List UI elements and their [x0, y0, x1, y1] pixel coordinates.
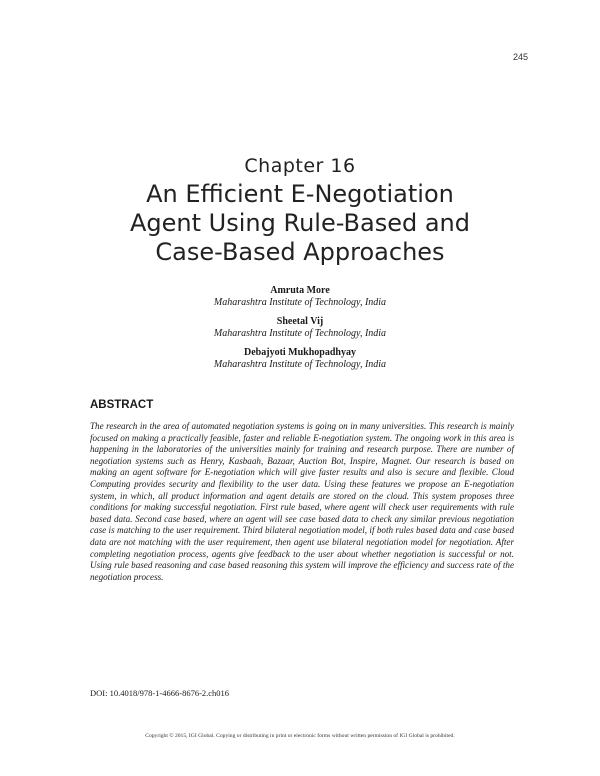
author-affiliation: Maharashtra Institute of Technology, India — [213, 297, 387, 308]
chapter-title-line: Case-Based Approaches — [155, 238, 445, 266]
author-entry — [0, 285, 600, 309]
chapter-title-line: Agent Using Rule-Based and — [130, 209, 470, 237]
author-affiliation: Maharashtra Institute of Technology, India — [213, 328, 387, 339]
author-name: Sheetal Vij — [276, 316, 324, 327]
author-affiliation: Maharashtra Institute of Technology, India — [213, 359, 387, 370]
abstract-body: The research in the area of automated negotiation systems is going on in many universities. This research is mainly focused on making a practically feasible, faster and reliable E-negotiation system. The ongoing work in this area is happening in the laboratories of the universities mainly for training and research purpose. There are number of negotiation systems such as Henry, Kasbaah, Bazaar, Auction Bot, Inspire, Magnet. Our research is based on making an agent software for E-negotiation which will give faster results and also is secure and flexible. Cloud Computing provides security and flexibility to the user data. Using these features we propose an E-negotiation system, in which, all product information and agent details are stored on the cloud. This system proposes three conditions for making successful negotiation. First rule based, where agent will check user requirements with rule based data. Second case based, where an agent will see case based data to check any similar previous negotiation case is matching to the user requirement. Third bilateral negotiation model, if both rules based data and case based data are not matching with the user requirement, then agent use bilateral negotiation model for negotiation. After completing negotiation process, agents give feedback to the user about whether negotiation is successful or not. Using rule based reasoning and case based reasoning this system will improve the efficiency and success rate of the negotiation process. — [90, 421, 514, 582]
author-name: Amruta More — [270, 285, 330, 296]
copyright-notice: Copyright © 2015, IGI Global. Copying or distributing in print or electronic forms without written permission of IGI Global is prohibited. — [145, 733, 455, 739]
doi: DOI: 10.4018/978-1-4666-8676-2.ch016 — [90, 688, 230, 698]
author-list — [0, 285, 600, 378]
chapter-title-line: An Efficient E-Negotiation — [146, 180, 454, 208]
author-name: Debajyoti Mukhopadhyay — [244, 347, 356, 358]
chapter-title — [60, 180, 540, 267]
abstract-heading: ABSTRACT — [90, 399, 154, 411]
author-entry — [0, 316, 600, 340]
author-entry — [0, 347, 600, 371]
chapter-label: Chapter 16 — [244, 155, 356, 177]
page-number: 245 — [512, 52, 528, 62]
